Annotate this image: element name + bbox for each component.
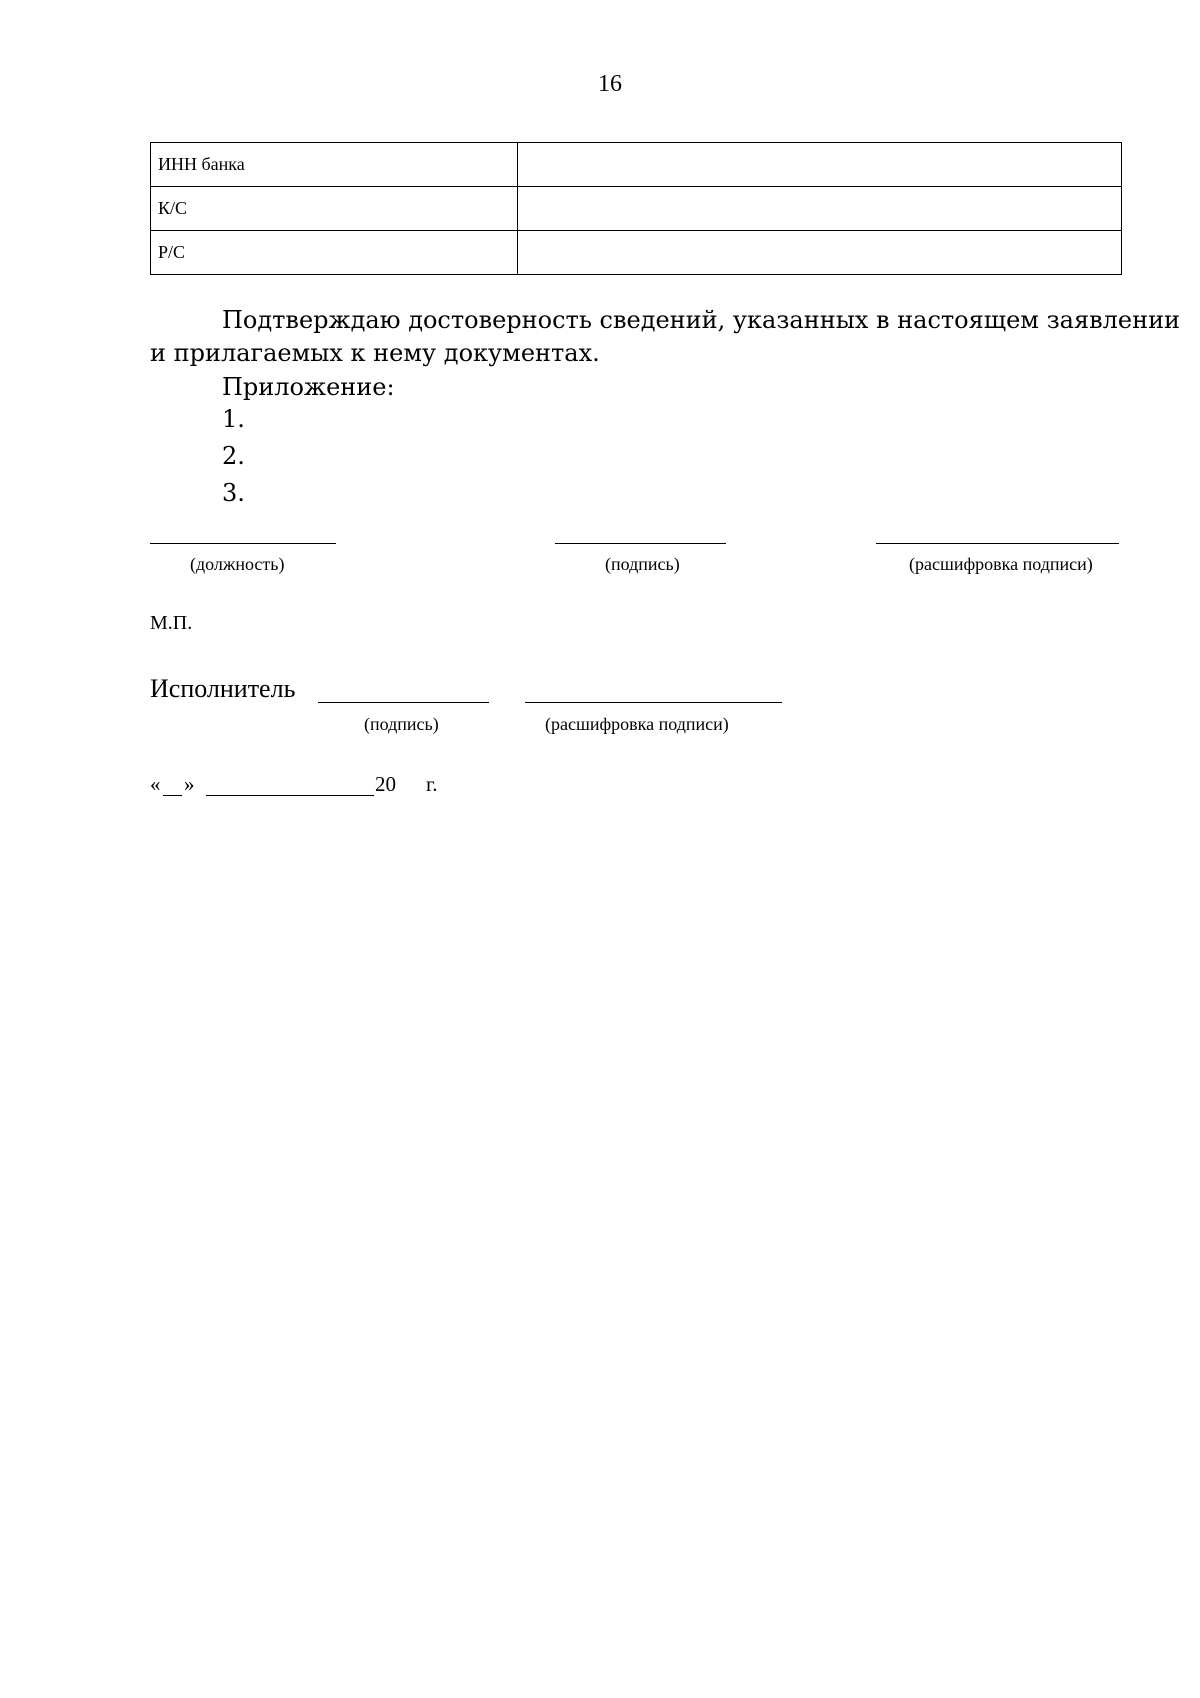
date-open-quote: « bbox=[150, 772, 161, 796]
confirmation-text-line-1: Подтверждаю достоверность сведений, указанных в настоящем заявлении bbox=[222, 306, 1181, 334]
executor-label: Исполнитель bbox=[150, 674, 296, 703]
table-cell-value[interactable] bbox=[518, 187, 1122, 231]
page-number: 16 bbox=[598, 71, 622, 97]
day-blank-line[interactable] bbox=[163, 795, 182, 796]
appendix-item: 2. bbox=[222, 442, 245, 470]
table-cell-value[interactable] bbox=[518, 231, 1122, 275]
executor-decoding-caption: (расшифровка подписи) bbox=[545, 714, 729, 734]
executor-signature-line[interactable] bbox=[318, 702, 489, 703]
decoding-signature-line[interactable] bbox=[876, 543, 1119, 544]
position-caption: (должность) bbox=[190, 554, 285, 574]
bank-details-table bbox=[150, 142, 1122, 275]
table-cell-label: К/С bbox=[151, 187, 518, 231]
signature-line[interactable] bbox=[555, 543, 726, 544]
stamp-label: М.П. bbox=[150, 612, 193, 634]
table-cell-label: Р/С bbox=[151, 231, 518, 275]
year-suffix: г. bbox=[426, 772, 438, 796]
confirmation-text-line-2: и прилагаемых к нему документах. bbox=[150, 339, 600, 367]
date-close-quote: » bbox=[184, 772, 195, 796]
appendix-title: Приложение: bbox=[222, 373, 395, 401]
table-row bbox=[151, 231, 1122, 275]
appendix-item: 3. bbox=[222, 479, 245, 507]
signature-caption: (подпись) bbox=[605, 554, 680, 574]
executor-decoding-line[interactable] bbox=[525, 702, 782, 703]
table-row bbox=[151, 187, 1122, 231]
executor-signature-caption: (подпись) bbox=[364, 714, 439, 734]
table-cell-value[interactable] bbox=[518, 143, 1122, 187]
year-prefix: 20 bbox=[375, 772, 396, 796]
table-row bbox=[151, 143, 1122, 187]
month-blank-line[interactable] bbox=[206, 795, 374, 796]
table-cell-label: ИНН банка bbox=[151, 143, 518, 187]
appendix-item: 1. bbox=[222, 405, 245, 433]
decoding-caption: (расшифровка подписи) bbox=[909, 554, 1093, 574]
position-signature-line[interactable] bbox=[150, 543, 336, 544]
